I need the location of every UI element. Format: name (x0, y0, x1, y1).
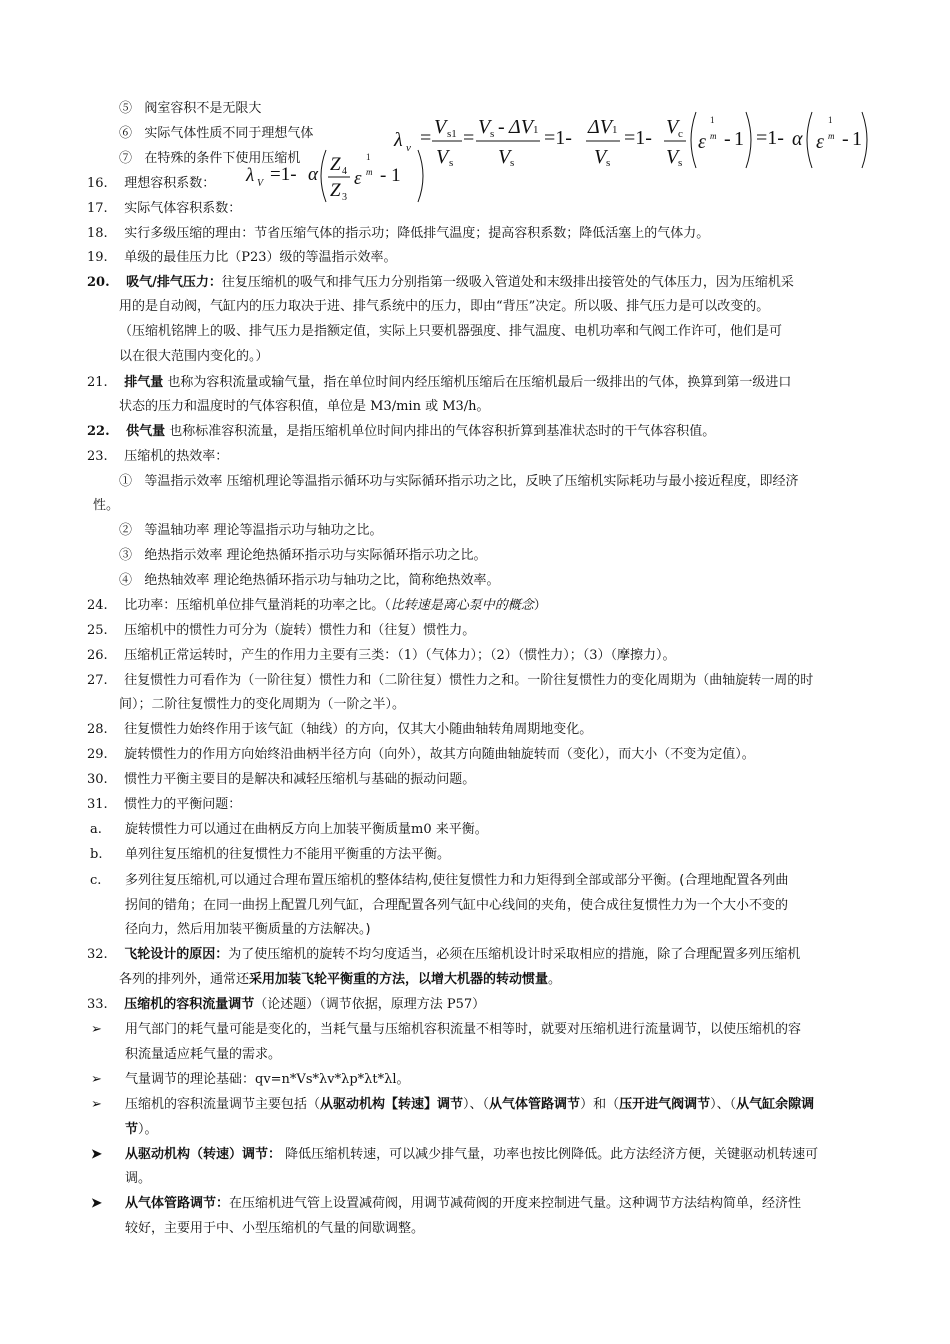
item-33: 33. 压缩机的容积流量调节（论述题）（调节依据，原理方法 P57） (87, 997, 486, 1012)
item-23-sub-4: ④ 绝热轴效率 理论绝热循环指示功与轴功之比，简称绝热效率。 (119, 573, 500, 588)
svg-text:1: 1 (533, 124, 539, 136)
arrowhead-bullet-icon: ➤ (91, 1196, 102, 1211)
item-25: 25. 压缩机中的惯性力可分为（旋转）惯性力和（往复）惯性力。 (87, 623, 476, 638)
item-31-b: b. (90, 847, 103, 862)
svg-text:ε: ε (816, 131, 824, 153)
item-31-a-text: 旋转惯性力可以通过在曲柄反方向上加装平衡质量m0 来平衡。 (125, 822, 488, 837)
svg-text:ΔV: ΔV (509, 116, 533, 138)
svg-text:1: 1 (828, 115, 833, 125)
svg-text:=: = (420, 127, 432, 149)
bullet-3-line2: 节）。 (125, 1122, 158, 1137)
ideal-volume-coefficient-formula (242, 148, 440, 204)
svg-text:s: s (490, 128, 495, 140)
bullet-5-line2: 较好，主要用于中、小型压缩机的气量的间歇调整。 (125, 1221, 425, 1236)
arrow-bullet-icon: ➢ (91, 1022, 102, 1037)
item-32-line2: 各列的排列外，通常还采用加装飞轮平衡重的方法，以增大机器的转动惯量。 (119, 972, 562, 987)
svg-text:ε: ε (698, 131, 706, 153)
item-20-line2: 用的是自动阀，气缸内的压力取决于进、排气系统中的压力，即由“背压”决定。所以吸、排气压力是可以改变的。 (119, 299, 770, 314)
arrow-bullet-icon: ➢ (91, 1072, 102, 1087)
item-19: 19. 单级的最佳压力比（P23）级的等温指示效率。 (87, 250, 397, 265)
svg-text:V: V (666, 116, 679, 138)
svg-text:V: V (257, 178, 264, 189)
svg-text:-: - (498, 116, 505, 138)
item-18: 18. 实行多级压缩的理由：节省压缩气体的指示功；降低排气温度；提高容积系数；降低活塞上的气体力。 (87, 226, 710, 241)
item-30: 30. 惯性力平衡主要目的是解决和减轻压缩机与基础的振动问题。 (87, 772, 476, 787)
item-31: 31. 惯性力的平衡问题： (87, 797, 242, 812)
bullet-3-line1: 压缩机的容积流量调节主要包括（从驱动机构【转速】调节）、（从气体管路调节）和（压开进气阀调节）、（从气缸余隙调 (125, 1097, 815, 1112)
svg-text:V: V (434, 116, 447, 138)
item-31-c-line1: 多列往复压缩机,可以通过合理布置压缩机的整体结构,使往复惯性力和力矩得到全部或部分平衡。(合理地配置各列曲 (125, 873, 789, 888)
svg-text:1: 1 (734, 128, 744, 150)
svg-text:=1-: =1- (544, 127, 572, 149)
svg-text:-: - (724, 128, 731, 150)
item-31-a: a. (90, 822, 102, 837)
item-16: 16. 理想容积系数： (87, 176, 216, 191)
svg-text:s: s (449, 157, 454, 169)
svg-text:1: 1 (710, 115, 715, 125)
item-27-line2: 间）；二阶往复惯性力的变化周期为（一阶之半）。 (119, 697, 406, 712)
item-28: 28. 往复惯性力始终作用于该气缸（轴线）的方向，仅其大小随曲轴转角周期地变化。 (87, 722, 593, 737)
svg-text:V: V (436, 146, 449, 168)
item-32: 32. 飞轮设计的原因：为了使压缩机的旋转不均匀度适当，必须在压缩机设计时采取相应的措施，除了合理配置多列压缩机 (87, 947, 801, 962)
svg-text:- 1: - 1 (380, 165, 401, 186)
item-21: 21. 排气量 也称为容积流量或输气量，指在单位时间内经压缩机压缩后在压缩机最后一级排出的气体，换算到第一级进口 (87, 375, 792, 390)
bullet-4-line2: 调。 (125, 1171, 152, 1186)
arrowhead-bullet-icon: ➤ (91, 1147, 102, 1162)
svg-text:V: V (666, 146, 679, 168)
svg-text:=1-: =1- (756, 127, 784, 149)
item-21-line2: 状态的压力和温度时的气体容积值，单位是 M3/min 或 M3/h。 (119, 399, 490, 414)
item-27: 27. 往复惯性力可看作为（一阶往复）惯性力和（二阶往复）惯性力之和。一阶往复惯性力的变化周期为（曲轴旋转一周的时 (87, 673, 814, 688)
item-20-line4: 以在很大范围内变化的。） (119, 349, 269, 364)
svg-text:v: v (406, 142, 411, 154)
bullet-5-line1: 从气体管路调节：在压缩机进气管上设置减荷阀，用调节减荷阀的开度来控制进气量。这种调节方法结构简单，经济性 (125, 1196, 802, 1211)
item-22: 22. 供气量 也称标准容积流量，是指压缩机单位时间内排出的气体容积折算到基准状态时的干气体容积值。 (87, 424, 716, 439)
svg-text:-: - (842, 128, 849, 150)
svg-text:Z: Z (330, 154, 341, 175)
svg-text:4: 4 (342, 166, 347, 177)
bullet-1-line2: 积流量适应耗气量的需求。 (125, 1047, 282, 1062)
item-7: ⑦ 在特殊的条件下使用压缩机 (119, 151, 301, 166)
svg-text:V: V (594, 146, 607, 168)
svg-text:ε: ε (354, 168, 362, 189)
item-17: 17. 实际气体容积系数： (87, 201, 242, 216)
item-20-line3: （压缩机铭牌上的吸、排气压力是指额定值，实际上只要机器强度、排气温度、电机功率和气阀工作许可，他们是可 (119, 324, 783, 339)
svg-text:λ: λ (246, 165, 255, 186)
svg-text:s: s (606, 157, 611, 169)
svg-text:m: m (710, 131, 717, 141)
svg-text:s: s (678, 157, 683, 169)
svg-text:α: α (792, 128, 803, 150)
svg-text:s1: s1 (447, 128, 457, 140)
item-31-b-text: 单列往复压缩机的往复惯性力不能用平衡重的方法平衡。 (125, 847, 451, 862)
volume-coefficient-formula (392, 108, 874, 172)
svg-text:Z: Z (330, 180, 341, 201)
svg-text:m: m (828, 131, 835, 141)
item-23-sub-3: ③ 绝热指示效率 理论绝热循环指示功与实际循环指示功之比。 (119, 548, 487, 563)
svg-text:1: 1 (852, 128, 862, 150)
item-23-sub-2: ② 等温轴功率 理论等温指示功与轴功之比。 (119, 523, 383, 538)
item-31-c-line3: 径向力，然后用加装平衡质量的方法解决。) (125, 922, 371, 937)
svg-text:α: α (308, 164, 318, 185)
item-31-c: c. (90, 873, 102, 888)
bullet-2-line1: 气量调节的理论基础：qv=n*Vs*λv*λp*λt*λl。 (125, 1072, 410, 1087)
svg-text:λ: λ (394, 129, 403, 151)
item-26: 26. 压缩机正常运转时，产生的作用力主要有三类：（1）（气体力）；（2）（惯性力）；（3）（摩擦力）。 (87, 648, 676, 663)
item-20: 20. 吸气/排气压力：往复压缩机的吸气和排气压力分别指第一级吸入管道处和末级排出接管处的气体压力，因为压缩机采 (87, 275, 794, 290)
item-31-c-line2: 拐间的错角；在同一曲拐上配置几列气缸，合理配置各列气缸中心线间的夹角，使合成往复惯性力为一个大小不变的 (125, 898, 789, 913)
item-24: 24. 比功率：压缩机单位排气量消耗的功率之比。（比转速是离心泵中的概念） (87, 598, 547, 613)
svg-text:=: = (463, 127, 475, 149)
item-5: ⑤ 阀室容积不是无限大 (119, 101, 262, 116)
svg-text:m: m (366, 167, 373, 177)
item-23: 23. 压缩机的热效率： (87, 449, 229, 464)
svg-text:ΔV: ΔV (588, 116, 612, 138)
svg-text:1: 1 (366, 152, 371, 162)
svg-text:=1-: =1- (624, 127, 652, 149)
svg-text:=1-: =1- (270, 164, 297, 185)
arrow-bullet-icon: ➢ (91, 1097, 102, 1112)
bullet-1-line1: 用气部门的耗气量可能是变化的，当耗气量与压缩机容积流量不相等时，就要对压缩机进行流量调节，以使压缩机的容 (125, 1022, 802, 1037)
svg-text:s: s (510, 157, 515, 169)
item-29: 29. 旋转惯性力的作用方向始终沿曲柄半径方向（向外），故其方向随曲轴旋转而（变化），而大小（不变为定值）。 (87, 747, 755, 762)
bullet-4-line1: 从驱动机构（转速）调节： 降低压缩机转速，可以减少排气量，功率也按比例降低。此方法经济方便，关键驱动机转速可 (125, 1147, 819, 1162)
svg-text:c: c (678, 128, 683, 140)
svg-text:3: 3 (342, 192, 347, 203)
item-6: ⑥ 实际气体性质不同于理想气体 (119, 126, 314, 141)
svg-text:V: V (498, 146, 511, 168)
svg-text:1: 1 (612, 124, 618, 136)
item-23-sub-1: ① 等温指示效率 压缩机理论等温指示循环功与实际循环指示功之比，反映了压缩机实际耗功与最小接近程度，即经济 (119, 474, 799, 489)
item-23-sub-1-line2: 性。 (93, 498, 120, 513)
svg-text:V: V (478, 116, 491, 138)
